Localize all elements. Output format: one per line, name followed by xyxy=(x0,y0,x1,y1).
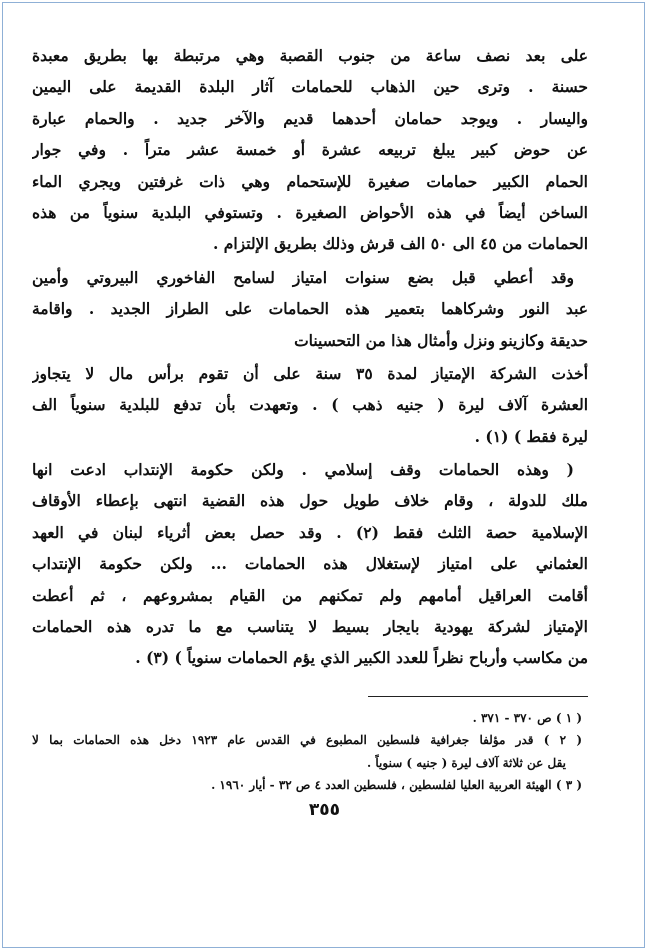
text-line: على بعد نصف ساعة من جنوب القصبة وهي مرتبطة بها بطريق معبدة xyxy=(32,46,588,65)
paragraph-3 xyxy=(32,358,588,452)
text-line: ليرة فقط ) (١) . xyxy=(474,426,588,446)
text-line: حسنة . وترى حين الذهاب للحمامات آثار البلدة القديمة على اليمين xyxy=(32,77,588,97)
text-line: الساخن أيضاً في هذه الأحواض الصغيرة . وتستوفي البلدية سنوياً من هذه xyxy=(32,202,588,222)
text-line: واليسار . ويوجد حمامان أحدهما قديم والآخر جديد . والحمام عبارة xyxy=(32,108,588,128)
text-line: الإمتياز لشركة يهودية بايجار بسيط لا يتناسب مع ما تدره هذه الحمامات xyxy=(32,617,588,637)
footnote-continuation: يقل عن ثلاثة آلاف ليرة ( جنيه ) سنوياً . xyxy=(367,755,566,770)
text-line: الحمام الكبير حمامات صغيرة للإستحمام وهي ذات غرفتين ويجري الماء xyxy=(32,171,588,191)
footnote: ( ٢ ) قدر مؤلفا جغرافية فلسطين المطبوع في القدس عام ١٩٢٣ دخل هذه الحمامات بما لا xyxy=(32,733,582,748)
paragraph-2 xyxy=(32,262,588,356)
text-line: الحمامات من ٤٥ الى ٥٠ الف قرش وذلك بطريق الإلتزام . xyxy=(212,234,588,254)
text-line: ( وهذه الحمامات وقف إسلامي . ولكن حكومة الإنتداب ادعت انها xyxy=(32,460,574,480)
text-line: الإسلامية حصة الثلث فقط (٢) . وقد حصل بعض أثرياء لبنان في العهد xyxy=(32,522,588,542)
text-line: وقد أعطي قبل بضع سنوات امتياز لسامح الفاخوري البيروتي وأمين xyxy=(32,267,574,287)
text-line: ملك للدولة ، وقام خلاف طويل حول هذه القضية انتهى بإعطاء الأوقاف xyxy=(32,491,588,511)
footnote-divider xyxy=(368,696,588,697)
text-line: حديقة وكازينو ونزل وأمثال هذا من التحسينات xyxy=(294,330,588,350)
paragraph-1 xyxy=(32,40,588,260)
text-line: عن حوض كبير يبلغ تربيعه عشرة أو خمسة عشر متراً . وفي جوار xyxy=(32,140,588,160)
text-line: عبد النور وشركاهما بتعمير هذه الحمامات على الطراز الجديد . واقامة xyxy=(32,299,588,319)
footnote: ( ٣ ) الهيئة العربية العليا لفلسطين ، فلسطين العدد ٤ ص ٣٢ - أيار ١٩٦٠ . xyxy=(211,778,582,793)
text-line: العشرة آلاف ليرة ( جنيه ذهب ) . وتعهدت بأن تدفع للبلدية سنوياً الف xyxy=(32,395,588,415)
text-line: العثماني على امتياز لإستغلال هذه الحمامات ... ولكن حكومة الإنتداب xyxy=(32,554,588,574)
text-line: أخذت الشركة الإمتياز لمدة ٣٥ سنة على أن تقوم برأس مال لا يتجاوز xyxy=(32,363,588,383)
footnote: ( ١ ) ص ٣٧٠ - ٣٧١ . xyxy=(472,710,582,725)
page-number: ٣٥٥ xyxy=(308,800,341,820)
text-line: أقامت العراقيل أمامهم ولم تمكنهم من القيام بمشروعهم ، ثم أعطت xyxy=(32,585,588,605)
text-line: من مكاسب وأرباح نظراً للعدد الكبير الذي يؤم الحمامات سنوياً ) (٣) . xyxy=(135,648,588,668)
paragraph-4 xyxy=(32,454,588,674)
footnotes xyxy=(32,707,588,797)
book-page xyxy=(32,40,588,797)
